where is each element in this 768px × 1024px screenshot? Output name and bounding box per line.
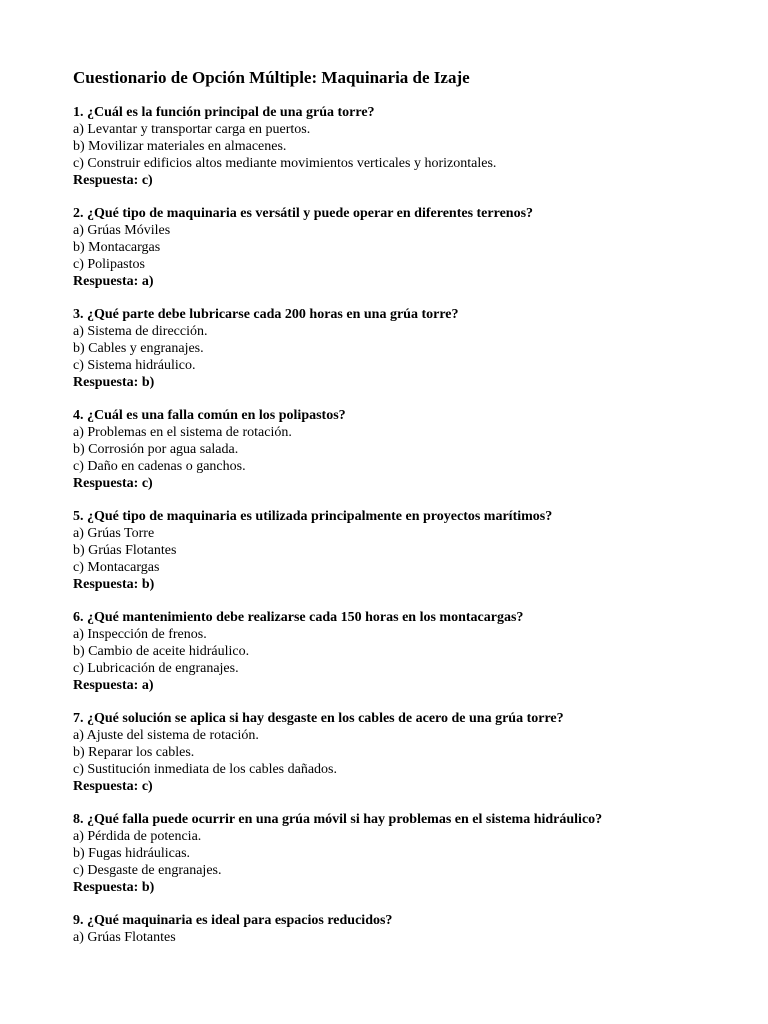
correct-answer: Respuesta: b) — [73, 375, 155, 390]
correct-answer: Respuesta: b) — [73, 880, 155, 895]
question-list — [73, 104, 713, 946]
question-block — [73, 205, 713, 290]
question-block — [73, 609, 713, 694]
answer-option: a) Levantar y transportar carga en puertos. — [73, 122, 311, 137]
question-text: 1. ¿Cuál es la función principal de una grúa torre? — [73, 105, 375, 120]
question-block — [73, 306, 713, 391]
question-block — [73, 710, 713, 795]
question-block — [73, 912, 713, 946]
answer-option: b) Grúas Flotantes — [73, 543, 177, 558]
question-text: 5. ¿Qué tipo de maquinaria es utilizada principalmente en proyectos marítimos? — [73, 509, 553, 524]
answer-option: b) Fugas hidráulicas. — [73, 846, 191, 861]
question-text: 7. ¿Qué solución se aplica si hay desgaste en los cables de acero de una grúa torre? — [73, 711, 564, 726]
answer-option: a) Inspección de frenos. — [73, 627, 207, 642]
answer-option: b) Corrosión por agua salada. — [73, 442, 239, 457]
question-text: 9. ¿Qué maquinaria es ideal para espacios reducidos? — [73, 913, 393, 928]
answer-option: c) Sistema hidráulico. — [73, 358, 196, 373]
answer-option: a) Ajuste del sistema de rotación. — [73, 728, 259, 743]
document-title: Cuestionario de Opción Múltiple: Maquinaria de Izaje — [73, 68, 470, 87]
question-block — [73, 407, 713, 492]
answer-option: c) Polipastos — [73, 257, 145, 272]
answer-option: a) Sistema de dirección. — [73, 324, 208, 339]
question-text: 6. ¿Qué mantenimiento debe realizarse cada 150 horas en los montacargas? — [73, 610, 524, 625]
answer-option: c) Construir edificios altos mediante movimientos verticales y horizontales. — [73, 156, 497, 171]
correct-answer: Respuesta: c) — [73, 779, 153, 794]
answer-option: b) Reparar los cables. — [73, 745, 195, 760]
question-text: 4. ¿Cuál es una falla común en los polipastos? — [73, 408, 346, 423]
question-block — [73, 508, 713, 593]
answer-option: b) Cambio de aceite hidráulico. — [73, 644, 250, 659]
correct-answer: Respuesta: a) — [73, 678, 154, 693]
answer-option: b) Movilizar materiales en almacenes. — [73, 139, 287, 154]
answer-option: c) Desgaste de engranajes. — [73, 863, 222, 878]
question-text: 3. ¿Qué parte debe lubricarse cada 200 horas en una grúa torre? — [73, 307, 459, 322]
answer-option: a) Grúas Móviles — [73, 223, 171, 238]
question-block — [73, 104, 713, 189]
answer-option: c) Montacargas — [73, 560, 160, 575]
correct-answer: Respuesta: b) — [73, 577, 155, 592]
answer-option: a) Problemas en el sistema de rotación. — [73, 425, 292, 440]
answer-option: c) Sustitución inmediata de los cables dañados. — [73, 762, 337, 777]
answer-option: a) Grúas Flotantes — [73, 930, 176, 945]
answer-option: a) Grúas Torre — [73, 526, 155, 541]
question-text: 2. ¿Qué tipo de maquinaria es versátil y puede operar en diferentes terrenos? — [73, 206, 534, 221]
answer-option: c) Daño en cadenas o ganchos. — [73, 459, 246, 474]
question-block — [73, 811, 713, 896]
answer-option: a) Pérdida de potencia. — [73, 829, 202, 844]
document-page — [73, 68, 713, 962]
answer-option: c) Lubricación de engranajes. — [73, 661, 239, 676]
question-text: 8. ¿Qué falla puede ocurrir en una grúa móvil si hay problemas en el sistema hidráulico? — [73, 812, 603, 827]
answer-option: b) Montacargas — [73, 240, 161, 255]
correct-answer: Respuesta: a) — [73, 274, 154, 289]
answer-option: b) Cables y engranajes. — [73, 341, 204, 356]
correct-answer: Respuesta: c) — [73, 476, 153, 491]
correct-answer: Respuesta: c) — [73, 173, 153, 188]
